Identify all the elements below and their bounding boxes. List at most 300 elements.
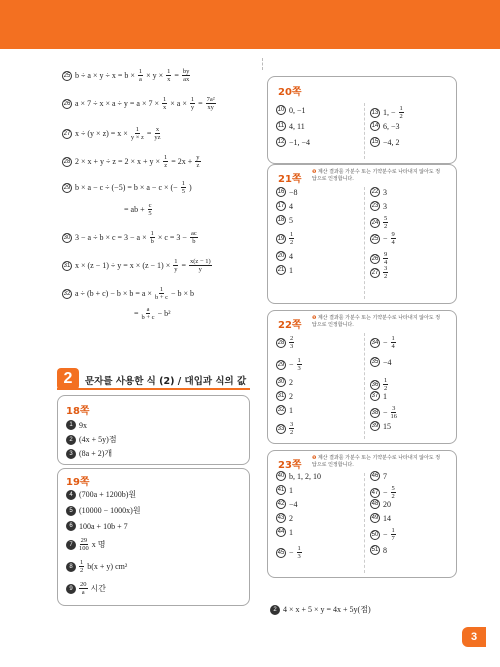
item-number: 15: [371, 139, 379, 145]
equation-text: b × a − c ÷ (−5) = b × a − c × (−: [75, 183, 178, 192]
answer-text: 9x: [79, 420, 87, 430]
numerator: x(z − 1): [189, 258, 211, 265]
denominator: yz: [154, 134, 161, 141]
denominator: 2: [80, 567, 84, 574]
item-number: 19: [277, 235, 285, 242]
denominator: b: [150, 238, 154, 245]
item-number: 14: [371, 123, 379, 129]
answer-text: 4: [289, 201, 293, 211]
denominator: 5: [148, 210, 152, 217]
answer-item: [370, 471, 387, 481]
item-number: 40: [277, 473, 285, 479]
item-number: 29: [63, 184, 71, 191]
item-number: 41: [277, 487, 285, 493]
answer-item: [66, 505, 141, 516]
denominator: 4: [391, 343, 395, 350]
fraction: [173, 258, 178, 273]
answer-item: [276, 215, 293, 225]
numerator: 29: [80, 537, 88, 544]
item-number: 11: [277, 123, 285, 129]
section-title: 문자를 사용한 식 (2) / 대입과 식의 값: [85, 376, 247, 387]
item-number: 28: [63, 158, 71, 165]
denominator: y: [174, 266, 178, 273]
equation-text: × y ×: [146, 71, 164, 80]
equation-text: a × 7 ÷ x × a ÷ y = a × 7 ×: [75, 99, 159, 108]
fraction: [182, 68, 191, 83]
answer-text: 7: [383, 471, 387, 481]
equation-text: =: [134, 309, 139, 318]
answer-item: [276, 357, 302, 372]
answer-item: [370, 377, 388, 392]
item-number: 44: [277, 529, 285, 535]
denominator: z: [196, 162, 200, 169]
fraction: [190, 230, 198, 245]
fraction: [399, 105, 404, 120]
answer-text: 0, −1: [289, 105, 306, 115]
denominator: 5: [181, 188, 185, 195]
numerator: 20: [80, 581, 87, 588]
item-number: 39: [371, 423, 379, 429]
answer-item: [66, 420, 87, 430]
numerator: 1: [138, 68, 143, 75]
answer-item: [276, 121, 305, 131]
fraction: [383, 251, 388, 266]
numerator: x: [155, 126, 160, 133]
item-number: 20: [277, 253, 285, 259]
fraction: [162, 96, 167, 111]
answer-text: 2: [289, 513, 293, 523]
item-number: 8: [66, 562, 76, 572]
answer-text: 4 × x + 5 × y = 4x + 5y(점): [283, 605, 371, 614]
item-number: 27: [63, 130, 71, 137]
denominator: 2: [399, 113, 403, 120]
equation-text: ): [188, 183, 192, 192]
numerator: 3: [392, 405, 396, 412]
equation-text: 3 − a ÷ b × c = 3 − a ×: [75, 233, 147, 242]
equation-row: [62, 180, 192, 195]
answer-text: −1, −4: [289, 137, 311, 147]
answer-item: [370, 527, 396, 542]
equation-row: [62, 68, 190, 83]
equation-text: b ÷ a × y ÷ x = b ×: [75, 71, 135, 80]
item-number: 31: [63, 262, 71, 269]
equation-row: [62, 286, 194, 301]
page20-title: 20쪽: [278, 87, 302, 98]
equation-text: 2 × x + y ÷ z = 2 × x + y ×: [75, 157, 161, 166]
equation-row: [124, 202, 152, 217]
answer-item: [66, 434, 117, 445]
equation-text: − b × b: [171, 289, 195, 298]
answer-item: [66, 559, 127, 574]
fraction: [155, 286, 168, 301]
answer-text: x 명: [91, 540, 106, 549]
answer-text: 8: [383, 545, 387, 555]
numerator: a: [146, 306, 150, 313]
answer-item: [370, 231, 396, 246]
fraction: [289, 335, 294, 350]
equation-text: − b²: [157, 309, 171, 318]
numerator: 5: [384, 215, 388, 222]
answer-text: −: [289, 360, 294, 369]
item-number: 35: [371, 359, 379, 365]
answer-text: (700a + 1200b)원: [79, 490, 137, 499]
item-number: 25: [63, 72, 71, 79]
item-number: 48: [371, 501, 379, 507]
answer-text: 5: [289, 215, 293, 225]
fraction: [391, 527, 396, 542]
answer-text: 1: [383, 391, 387, 401]
answer-item: [276, 201, 293, 211]
denominator: xy: [207, 104, 214, 111]
answer-text: −4: [383, 357, 392, 367]
answer-text: 1: [289, 485, 293, 495]
numerator: 1: [399, 105, 403, 112]
numerator: 1: [167, 68, 171, 75]
numerator: 1: [159, 286, 164, 293]
fraction: [154, 126, 160, 141]
numerator: 1: [174, 258, 178, 265]
answer-item: [370, 251, 388, 266]
item-number: 26: [63, 100, 71, 107]
answer-item: [370, 187, 387, 197]
fraction: [289, 231, 294, 246]
item-number: 21: [277, 267, 285, 273]
equation-row: [62, 154, 201, 169]
page23-title: 23쪽: [278, 460, 302, 471]
numerator: 1: [384, 377, 388, 384]
answer-text: −4, 2: [383, 137, 400, 147]
answer-item: [276, 265, 293, 275]
item-number: 28: [277, 339, 285, 346]
item-number: 34: [371, 339, 379, 346]
answer-item: [370, 105, 404, 120]
denominator: x: [167, 76, 171, 83]
item-number: 47: [371, 489, 379, 496]
item-number: 12: [277, 139, 285, 145]
answer-item: [276, 405, 293, 415]
answer-item: [66, 448, 112, 459]
answer-item: [370, 201, 387, 211]
answer-item: [276, 251, 293, 261]
page20-box: [267, 76, 457, 164]
item-number: 36: [371, 381, 379, 388]
item-number: 29: [277, 361, 285, 368]
denominator: a: [81, 589, 85, 596]
item-number: 13: [371, 109, 379, 116]
denominator: 7: [391, 535, 395, 542]
numerator: 5: [391, 485, 395, 492]
answer-item: [276, 231, 294, 246]
item-number: 27: [371, 269, 379, 276]
answer-text: −: [383, 488, 388, 497]
item-number: 3: [66, 449, 76, 459]
denominator: y: [198, 266, 202, 273]
denominator: 100: [79, 545, 89, 552]
fraction: [148, 202, 153, 217]
answer-item: [66, 537, 105, 552]
equation-text: a ÷ (b + c) − b × b = a ×: [75, 289, 152, 298]
fraction: [79, 559, 84, 574]
answer-text: −: [383, 530, 388, 539]
page18-title: 18쪽: [66, 406, 90, 417]
item-number: 22: [371, 189, 379, 195]
answer-text: (10000 − 1000x)원: [79, 506, 141, 515]
answer-text: 100a + 10b + 7: [79, 521, 128, 531]
answer-text: 1: [289, 405, 293, 415]
denominator: b + c: [154, 294, 168, 301]
answer-text: 2: [289, 391, 293, 401]
page23-box: [267, 450, 457, 578]
answer-item: [276, 137, 310, 147]
answer-item: [370, 545, 387, 555]
page18-box: [57, 395, 250, 465]
answer-item: [276, 513, 293, 523]
equation-text: = 2x +: [171, 157, 193, 166]
numerator: 1: [391, 335, 395, 342]
fraction: [190, 96, 195, 111]
numerator: 1: [150, 230, 154, 237]
denominator: ax: [183, 76, 190, 83]
answer-text: −4: [289, 499, 298, 509]
item-number: 49: [371, 515, 379, 521]
numerator: ac: [190, 230, 197, 237]
fraction: [163, 154, 168, 169]
item-number: 30: [277, 379, 285, 385]
denominator: 3: [290, 343, 294, 350]
equation-text: = ab +: [124, 205, 145, 214]
item-number: 30: [63, 234, 71, 241]
item-number: 26: [371, 255, 379, 262]
numerator: 1: [297, 357, 301, 364]
numerator: 1: [190, 96, 195, 103]
answer-item: [276, 421, 294, 436]
item-number: 25: [371, 235, 379, 242]
page22-title: 22쪽: [278, 320, 302, 331]
answer-item: [276, 471, 321, 481]
item-number: 38: [371, 409, 379, 416]
answer-item: [276, 499, 298, 509]
denominator: 3: [297, 365, 301, 372]
header-band: [0, 0, 500, 49]
answer-item: [276, 545, 302, 560]
item-number: 43: [277, 515, 285, 521]
denominator: 2: [384, 273, 388, 280]
denominator: y: [190, 104, 195, 111]
page21-title: 21쪽: [278, 174, 302, 185]
item-number: 2: [66, 435, 76, 445]
equation-text: =: [181, 261, 186, 270]
item-number: 16: [277, 189, 285, 195]
item-number: 1: [66, 420, 76, 430]
answer-item: [276, 485, 293, 495]
fraction: [166, 68, 171, 83]
answer-item: [66, 489, 136, 500]
answer-item: [276, 391, 293, 401]
equation-text: =: [146, 129, 152, 138]
answer-item: [276, 527, 293, 537]
denominator: b: [192, 238, 196, 245]
page19-box: [57, 468, 250, 606]
numerator: 1: [297, 545, 301, 552]
denominator: y × z: [130, 134, 144, 141]
answer-text: −: [383, 408, 388, 417]
numerator: 1: [290, 231, 294, 238]
item-number: 51: [371, 547, 379, 553]
denominator: x: [163, 104, 167, 111]
answer-number: 2: [270, 605, 280, 615]
fraction: [297, 545, 302, 560]
numerator: 1: [163, 96, 167, 103]
page-number: 3: [462, 627, 486, 647]
denominator: 3: [297, 553, 301, 560]
item-number: 42: [277, 501, 285, 507]
answer-text: 시간: [90, 584, 106, 593]
equation-text: =: [198, 99, 203, 108]
numerator: 2: [290, 335, 294, 342]
numerator: 1: [391, 527, 395, 534]
item-number: 32: [277, 407, 285, 413]
fraction: [142, 306, 155, 321]
item-number: 32: [63, 290, 71, 297]
answer-item: [66, 581, 106, 596]
fraction: [79, 581, 88, 596]
item-number: 37: [371, 393, 379, 399]
numerator: 7a²: [206, 96, 215, 103]
item-number: 6: [66, 521, 76, 531]
numerator: 1: [164, 154, 168, 161]
equation-text: × a ×: [170, 99, 187, 108]
answer-text: 1: [289, 265, 293, 275]
fraction: [297, 357, 302, 372]
answer-text: 3: [383, 187, 387, 197]
fraction: [391, 405, 398, 420]
denominator: b + c: [141, 314, 155, 321]
item-number: 10: [277, 107, 285, 113]
denominator: 4: [384, 259, 388, 266]
answer-item: [370, 215, 388, 230]
denominator: 2: [384, 223, 388, 230]
fraction: [181, 180, 186, 195]
answer-text: 4: [289, 251, 293, 261]
answer-item: [370, 405, 397, 420]
answer-text: 4, 11: [289, 121, 305, 131]
denominator: a: [139, 76, 142, 83]
bottom-answer: [270, 604, 371, 615]
numerator: y: [196, 154, 200, 161]
fraction: [383, 265, 388, 280]
answer-text: 2: [289, 377, 293, 387]
item-number: 17: [277, 203, 285, 209]
section-header: [57, 368, 250, 390]
answer-text: −: [383, 234, 388, 243]
numerator: c: [148, 202, 152, 209]
answer-text: 20: [383, 499, 391, 509]
answer-item: [370, 265, 388, 280]
fraction: [131, 126, 144, 141]
fraction: [383, 215, 388, 230]
fraction: [391, 485, 396, 500]
denominator: z: [164, 162, 168, 169]
item-number: 50: [371, 531, 379, 538]
denominator: 2: [391, 493, 395, 500]
answer-item: [370, 121, 400, 131]
numerator: 1: [181, 180, 185, 187]
answer-item: [370, 485, 396, 500]
numerator: 1: [135, 126, 139, 133]
fraction: [391, 335, 396, 350]
numerator: 9: [384, 251, 388, 258]
answer-item: [370, 513, 391, 523]
equation-row: [62, 230, 198, 245]
answer-item: [370, 137, 400, 147]
item-number: 46: [371, 473, 379, 479]
numerator: 1: [80, 559, 84, 566]
answer-item: [370, 391, 387, 401]
fraction: [138, 68, 143, 83]
column-divider: [262, 58, 263, 70]
item-number: 7: [66, 540, 76, 550]
answer-text: 6, −3: [383, 121, 400, 131]
fraction: [391, 231, 396, 246]
answer-item: [370, 421, 391, 431]
answer-text: b(x + y) cm²: [87, 562, 128, 571]
denominator: 2: [384, 385, 388, 392]
answer-text: −: [383, 338, 388, 347]
item-number: 9: [66, 584, 76, 594]
item-number: 24: [371, 219, 379, 226]
page21-note: ❶ 계산 결과를 가분수 또는 기약분수로 나타내지 않아도 정답으로 인정합니다.: [312, 169, 441, 182]
item-number: 4: [66, 490, 76, 500]
fraction: [206, 96, 216, 111]
numerator: by: [182, 68, 190, 75]
denominator: 4: [391, 239, 395, 246]
page22-note: ❶ 계산 결과를 가분수 또는 기약분수로 나타내지 않아도 정답으로 인정합니다.: [312, 315, 441, 328]
answer-text: 1: [289, 527, 293, 537]
answer-item: [66, 521, 128, 531]
answer-item: [276, 335, 294, 350]
answer-text: −: [289, 548, 294, 557]
numerator: 3: [384, 265, 388, 272]
fraction: [383, 377, 388, 392]
page23-note: ❶ 계산 결과를 가분수 또는 기약분수로 나타내지 않아도 정답으로 인정합니다.: [312, 455, 441, 468]
item-number: 31: [277, 393, 285, 399]
answer-item: [276, 105, 306, 115]
denominator: 2: [290, 429, 294, 436]
equation-text: x × (z − 1) ÷ y = x × (z − 1) ×: [75, 261, 171, 270]
denominator: 16: [390, 413, 398, 420]
equation-text: =: [174, 71, 179, 80]
numerator: 9: [391, 231, 395, 238]
fraction: [79, 537, 89, 552]
equation-row: [134, 306, 171, 321]
answer-item: [370, 335, 396, 350]
equation-text: x ÷ (y × z) = x ×: [75, 129, 128, 138]
equation-row: [62, 96, 216, 111]
item-number: 45: [277, 549, 285, 556]
answer-text: 15: [383, 421, 391, 431]
answer-text: 14: [383, 513, 391, 523]
item-number: 18: [277, 217, 285, 223]
section-badge: 2: [57, 368, 79, 390]
fraction: [150, 230, 155, 245]
answer-text: 1, −: [383, 108, 396, 117]
numerator: 3: [290, 421, 294, 428]
answer-text: b, 1, 2, 10: [289, 471, 321, 481]
page22-box: [267, 310, 457, 444]
answer-item: [276, 377, 293, 387]
answer-item: [370, 357, 392, 367]
answer-item: [370, 499, 391, 509]
